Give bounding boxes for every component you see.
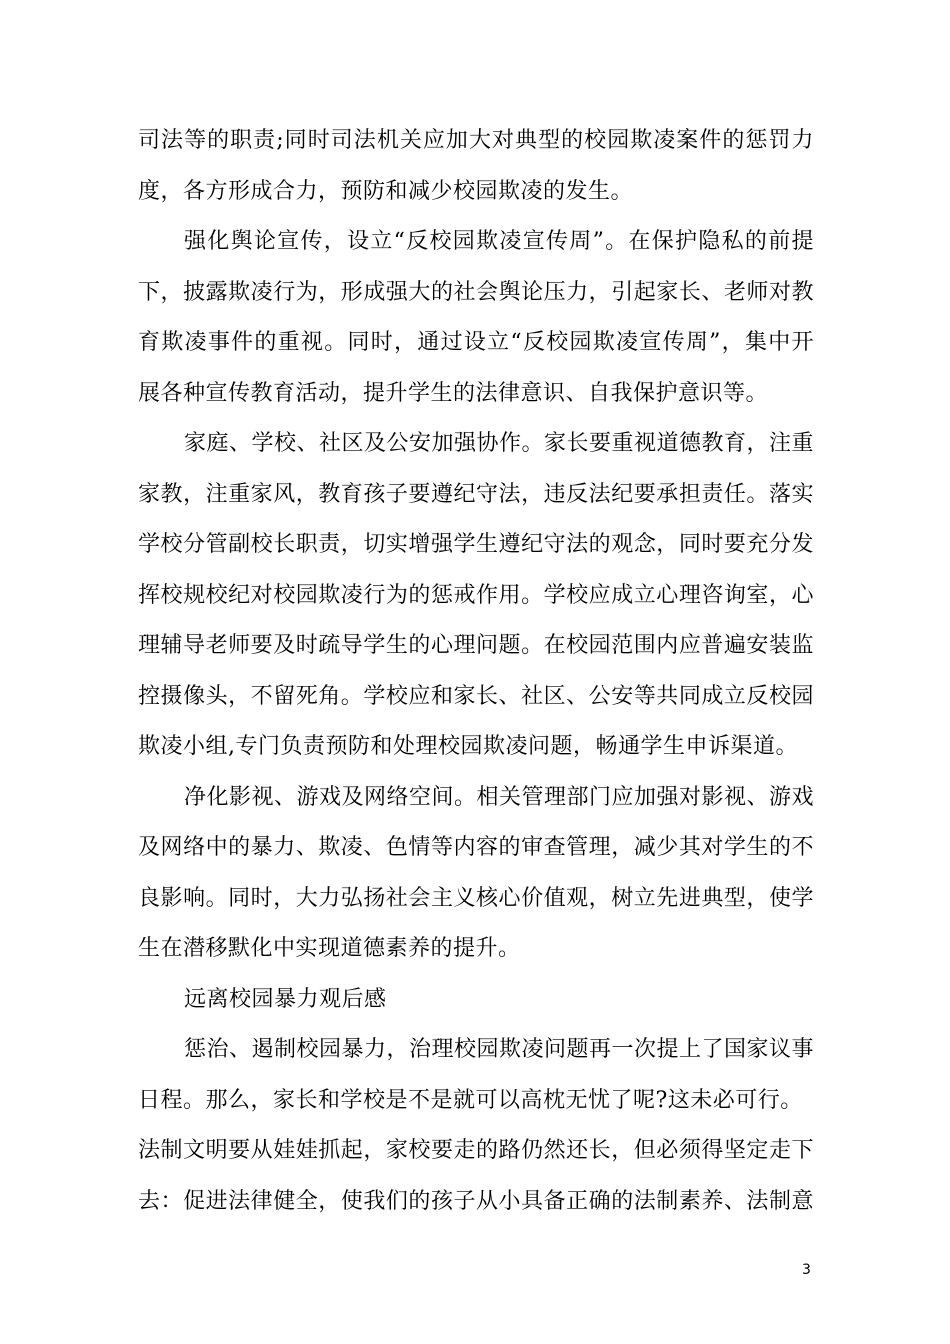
paragraph-start-line: 净化影视、游戏及网络空间。相关管理部门应加强对影视、游戏 <box>184 784 815 810</box>
text-line: 控摄像头，不留死角。学校应和家长、社区、公安等共同成立反校园 <box>138 683 814 709</box>
text-line: 度，各方形成合力，预防和减少校园欺凌的发生。 <box>138 178 634 204</box>
text-line: 去：促进法律健全，使我们的孩子从小具备正确的法制素养、法制意 <box>138 1188 814 1214</box>
text-line: 欺凌小组,专门负责预防和处理校园欺凌问题，畅通学生申诉渠道。 <box>138 734 798 759</box>
text-line: 良影响。同时，大力弘扬社会主义核心价值观，树立先进典型，使学 <box>138 885 814 911</box>
paragraph-start-line: 家庭、学校、社区及公安加强协作。家长要重视道德教育，注重 <box>184 431 815 456</box>
text-line: 育欺凌事件的重视。同时，通过设立“反校园欺凌宣传周”，集中开 <box>138 330 814 355</box>
text-line: 日程。那么，家长和学校是不是就可以高枕无忧了呢?这未必可行。 <box>138 1087 803 1113</box>
text-line: 学校分管副校长职责，切实增强学生遵纪守法的观念，同时要充分发 <box>138 532 814 557</box>
text-line: 下，披露欺凌行为，形成强大的社会舆论压力，引起家长、老师对教 <box>138 279 814 305</box>
text-line: 法制文明要从娃娃抓起，家校要走的路仍然还长，但必须得坚定走下 <box>138 1138 814 1163</box>
paragraph-start-line: 惩治、遏制校园暴力，治理校园欺凌问题再一次提上了国家议事 <box>184 1037 815 1062</box>
text-line: 理辅导老师要及时疏导学生的心理问题。在校园范围内应普遍安装监 <box>138 633 814 658</box>
text-line: 司法等的职责;同时司法机关应加大对典型的校园欺凌案件的惩罚力 <box>138 128 814 153</box>
page-number: 3 <box>802 1262 811 1278</box>
text-line: 展各种宣传教育活动，提升学生的法律意识、自我保护意识等。 <box>138 380 769 406</box>
text-line: 及网络中的暴力、欺凌、色情等内容的审查管理，减少其对学生的不 <box>138 835 814 860</box>
text-line: 挥校规校纪对校园欺凌行为的惩戒作用。学校应成立心理咨询室，心 <box>138 582 814 608</box>
section-heading: 远离校园暴力观后感 <box>184 986 387 1012</box>
text-line: 家教，注重家风，教育孩子要遵纪守法，违反法纪要承担责任。落实 <box>138 481 814 507</box>
paragraph-start-line: 强化舆论宣传，设立“反校园欺凌宣传周”。在保护隐私的前提 <box>184 229 814 254</box>
text-line: 生在潜移默化中实现道德素养的提升。 <box>138 936 521 961</box>
document-body <box>138 116 814 1227</box>
